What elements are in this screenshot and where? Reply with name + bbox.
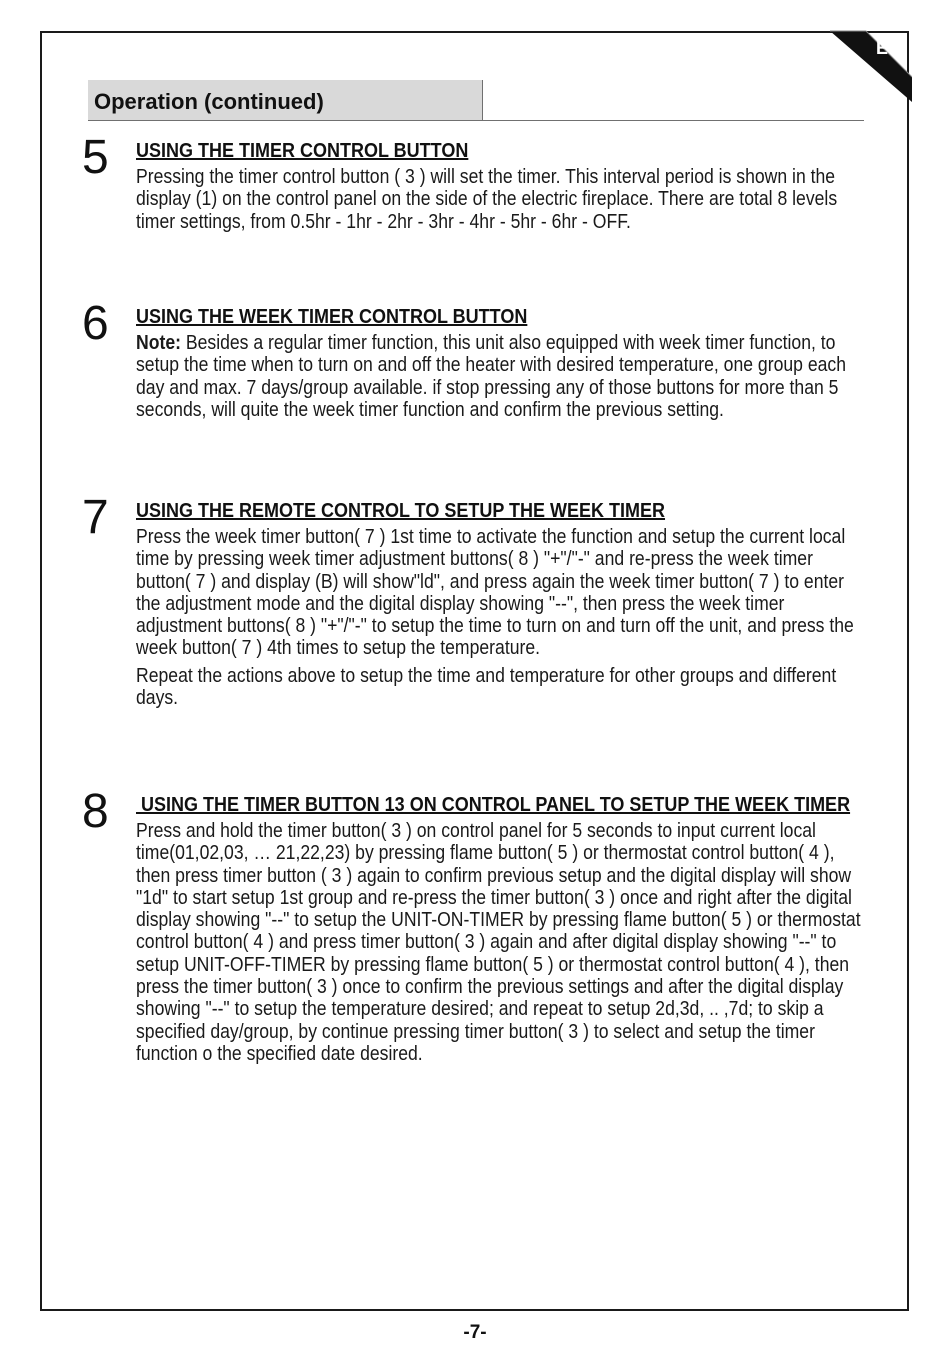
paragraph: Pressing the timer control button ( 3 ) will set the timer. This interval period is shown in the display (1) on the control panel on the side of the electric fireplace. There are total 8 levels timer settings, from 0.5hr - 1hr - 2hr - 3hr - 4hr - 5hr - 6hr - OFF. [136, 166, 838, 233]
paragraph: Press and hold the timer button( 3 ) on control panel for 5 seconds to input current local time(01,02,03, … 21,22,23) by pressing flame button( 5 ) or thermostat control button( 4 ), then press timer button ( 3 ) again to confirm previous setup and the digital display will show "1d" to start setup 1st group and re-press the timer button( 3 ) once and right after the digital display showing "--" to setup the UNIT-ON-TIMER by pressing flame button( 5 ) or thermostat control button( 4 ) and press timer button( 3 ) again and after digital display showing "--" to setup UNIT-OFF-TIMER by pressing flame button( 5 ) or thermostat control button( 4 ), then press the timer button( 3 ) once to confirm the previous settings and after the digital display showing "--" to setup the temperature desired; and repeat to setup 2d,3d, .. ,7d; to skip a specified day/group, by continue pressing timer button( 3 ) to select and setup the timer function o the specified date desired. [136, 820, 861, 1065]
section-body [136, 500, 864, 709]
section-body [136, 794, 864, 1065]
section-title: USING THE TIMER BUTTON 13 ON CONTROL PANEL TO SETUP THE WEEK TIMER [136, 794, 851, 816]
section-body [136, 140, 864, 233]
section-number: 5 [82, 131, 109, 184]
paragraph: Press the week timer button( 7 ) 1st time to activate the function and setup the current local time by pressing week timer adjustment buttons( 8 ) "+"/"-" and re-press the week timer button( 7 ) and display (B) will show"ld", and press again the week timer button( 7 ) to enter the adjustment mode and the digital display showing "--", then press the week timer adjustment buttons( 8 ) "+"/"-" to setup the time to turn on and turn off the unit, and press the week button( 7 ) 4th times to setup the temperature. [136, 526, 854, 660]
section-title: USING THE WEEK TIMER CONTROL BUTTON [136, 306, 528, 328]
section-body [136, 306, 864, 421]
page-title: Operation (continued) [94, 89, 324, 114]
note-label: Note: [136, 332, 181, 354]
note-text: Besides a regular timer function, this unit also equipped with week timer function, to setup the time when to turn on and off the heater with desired temperature, one group each day and max. 7 days/group available. if stop pressing any of those buttons for more than 5 seconds, will quite the week timer function and confirm the previous setting. [136, 332, 847, 421]
header-rule [88, 120, 864, 121]
section-number: 6 [82, 297, 109, 350]
section-number: 7 [82, 491, 109, 544]
section-number: 8 [82, 785, 109, 838]
header-divider [482, 80, 483, 120]
paragraph [136, 332, 864, 421]
paragraph: Repeat the actions above to setup the time and temperature for other groups and different days. [136, 664, 837, 710]
section-title: USING THE REMOTE CONTROL TO SETUP THE WEEK TIMER [136, 500, 666, 522]
section-title: USING THE TIMER CONTROL BUTTON [136, 140, 469, 162]
page-number: -7- [463, 1322, 487, 1343]
language-tag: EN [876, 38, 903, 58]
